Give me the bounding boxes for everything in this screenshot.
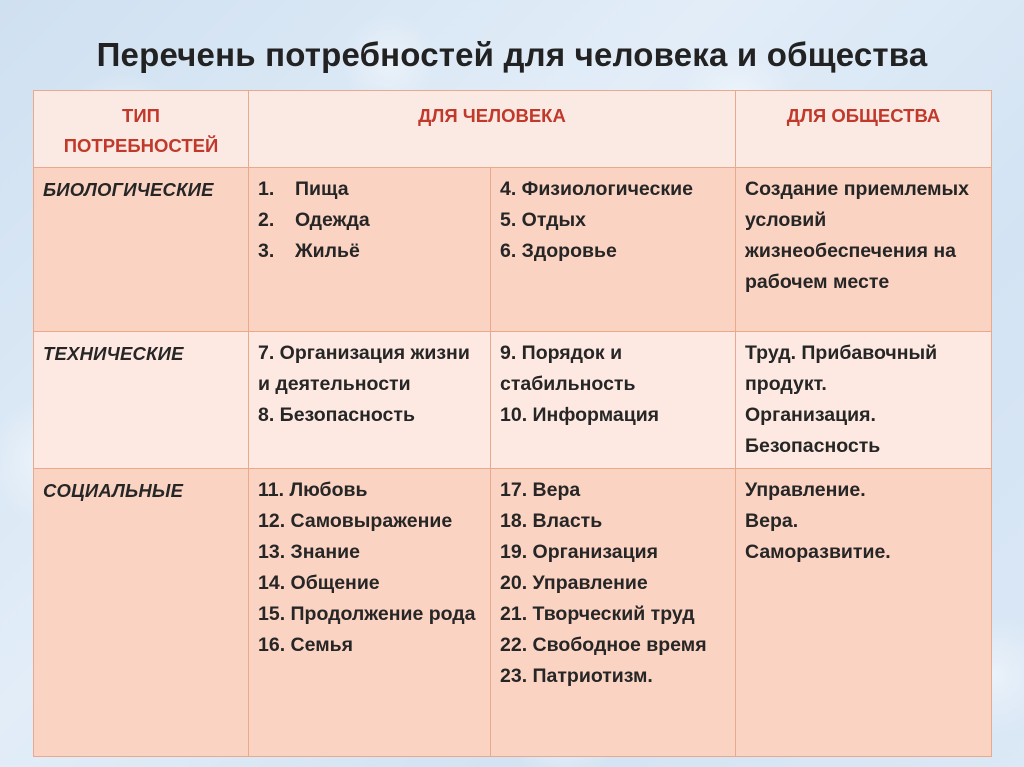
table-header-row: [34, 91, 992, 168]
list-item: 6. Здоровье: [500, 240, 617, 262]
list-item: 18. Власть: [500, 510, 603, 532]
list-item: Саморазвитие.: [745, 541, 891, 563]
list-item: 11. Любовь: [258, 479, 368, 501]
list-item: 15. Продолжение рода: [258, 603, 476, 625]
list-item: 5. Отдых: [500, 209, 587, 231]
list-item: 2. Одежда: [258, 209, 370, 231]
page-title: Перечень потребностей для человека и общества: [96, 36, 928, 73]
list-item: 22. Свободное время: [500, 634, 707, 656]
list-item: 16. Семья: [258, 634, 353, 656]
row-type-social: СОЦИАЛЬНЫЕ: [34, 469, 249, 757]
list-item: Вера.: [745, 510, 799, 532]
header-person: ДЛЯ ЧЕЛОВЕКА: [249, 91, 736, 168]
list-item: 21. Творческий труд: [500, 603, 695, 625]
cell-person-b: [491, 332, 736, 469]
list-item: Безопасность: [745, 435, 881, 457]
list-item: 8. Безопасность: [258, 404, 415, 426]
row-type-biological: БИОЛОГИЧЕСКИЕ: [34, 168, 249, 332]
list-item: 13. Знание: [258, 541, 360, 563]
table-row: [34, 332, 992, 469]
cell-society: [736, 469, 992, 757]
cell-person-a: [249, 168, 491, 332]
list-item: Управление.: [745, 479, 866, 501]
numbered-list: [258, 174, 481, 267]
cell-person-b: [491, 168, 736, 332]
list-item: 20. Управление: [500, 572, 648, 594]
header-society: ДЛЯ ОБЩЕСТВА: [736, 91, 992, 168]
list-item: 14. Общение: [258, 572, 380, 594]
list-item: 4. Физиологические: [500, 178, 693, 200]
table-row: [34, 168, 992, 332]
cell-person-a: [249, 469, 491, 757]
list-item: 1. Пища: [258, 178, 349, 200]
cell-society: Создание приемлемых условий жизнеобеспечения на рабочем месте: [736, 168, 992, 332]
list-item: 7. Организация жизни и деятельности: [258, 342, 470, 395]
list-item: 3. Жильё: [258, 240, 360, 262]
list-item: 23. Патриотизм.: [500, 665, 653, 687]
list-item: 9. Порядок и стабильность: [500, 342, 636, 395]
cell-person-b: [491, 469, 736, 757]
needs-table: [33, 90, 992, 757]
list-item: 19. Организация: [500, 541, 658, 563]
list-item: Организация.: [745, 404, 876, 426]
cell-person-a: [249, 332, 491, 469]
cell-society: [736, 332, 992, 469]
list-item: 12. Самовыражение: [258, 510, 453, 532]
list-item: 17. Вера: [500, 479, 581, 501]
list-item: Труд. Прибавочный продукт.: [745, 342, 938, 395]
header-type: ТИП ПОТРЕБНОСТЕЙ: [34, 91, 249, 168]
list-item: 10. Информация: [500, 404, 660, 426]
row-type-technical: ТЕХНИЧЕСКИЕ: [34, 332, 249, 469]
table-row: [34, 469, 992, 757]
